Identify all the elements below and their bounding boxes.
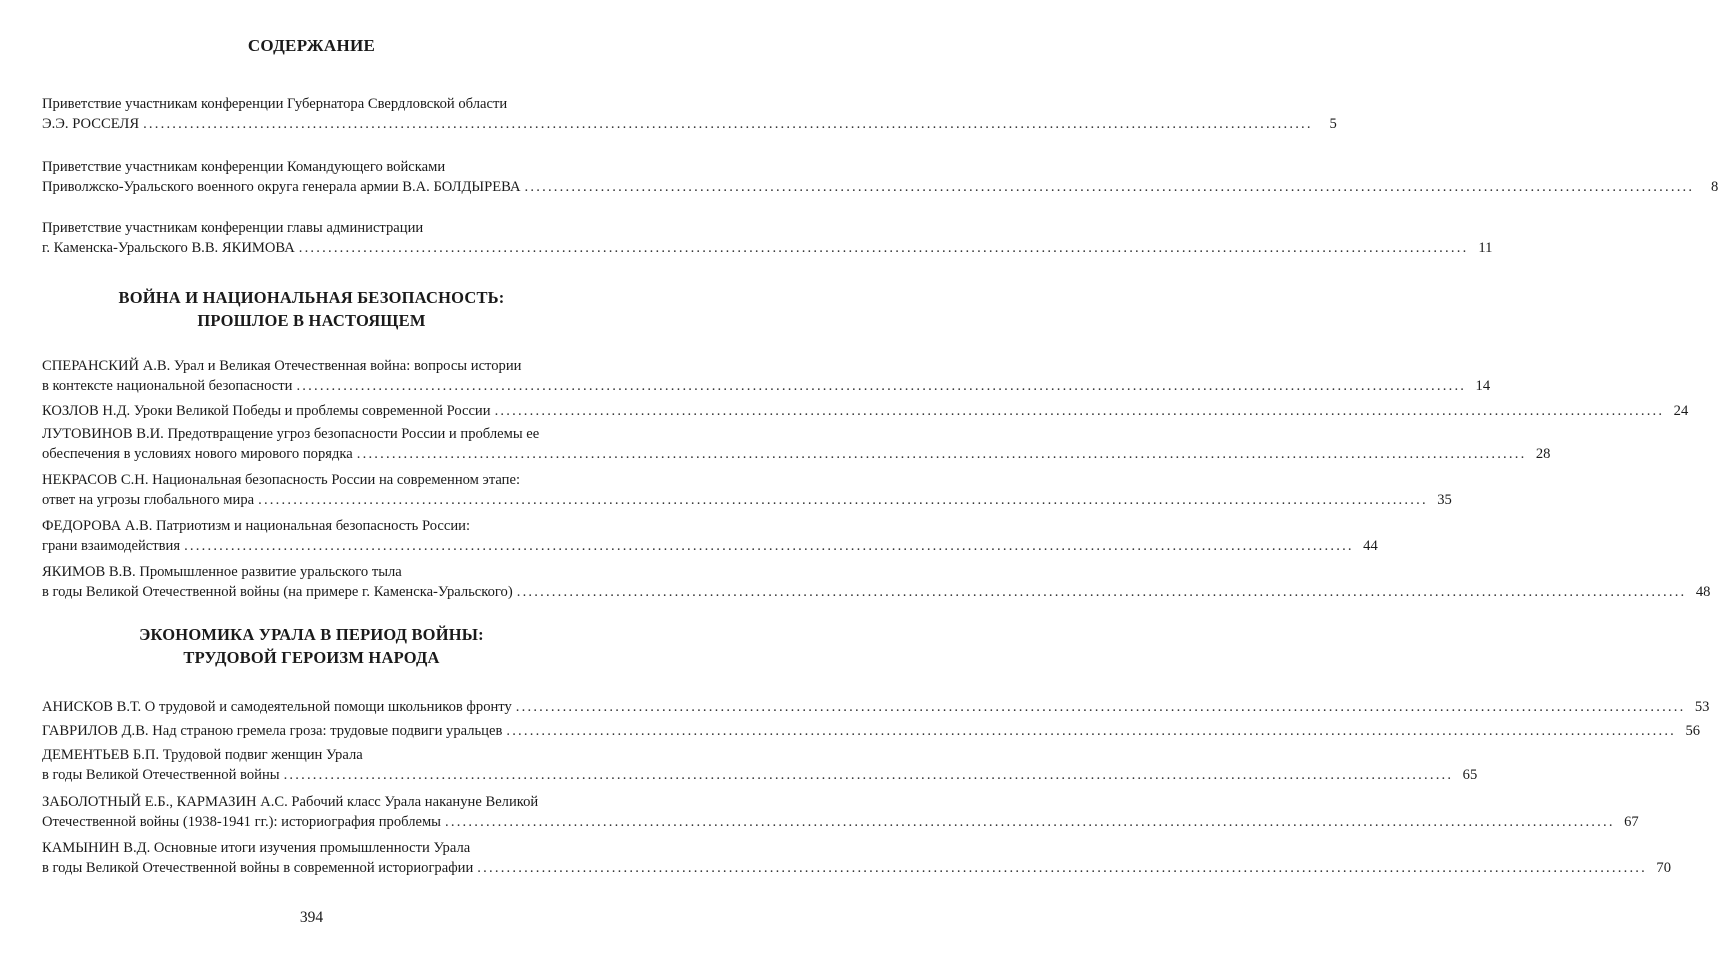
toc-entry: [42, 838, 1671, 878]
dot-leader: ........................................................................................................................................................................................................: [296, 378, 1467, 394]
entry-title-line: АНИСКОВ В.Т. О трудовой и самодеятельной помощи школьников фронту: [42, 699, 512, 715]
entry-title-line: г. Каменска-Уральского В.В. ЯКИМОВА: [42, 240, 295, 256]
entry-page-number: 70: [1656, 860, 1671, 876]
toc-entry: [42, 157, 1718, 197]
section-heading: [0, 286, 623, 332]
entry-page-number: 5: [1329, 116, 1337, 132]
section-heading: [0, 623, 623, 669]
dot-leader: ........................................................................................................................................................................................................: [515, 699, 1686, 715]
entry-title-line: обеспечения в условиях нового мирового порядка: [42, 446, 353, 462]
entry-title-line: Приветствие участникам конференции Командующего войсками: [42, 159, 446, 175]
toc-entry: [42, 745, 1478, 785]
toc-entry: [42, 356, 1491, 396]
entry-page-number: 28: [1535, 446, 1551, 462]
dot-leader: ........................................................................................................................................................................................................: [477, 860, 1647, 876]
entry-title-line: Э.Э. РОССЕЛЯ: [42, 116, 140, 132]
toc-entry: [42, 516, 1378, 556]
entry-title-line: Приветствие участникам конференции Губернатора Свердловской области: [42, 96, 508, 112]
entry-title-line: СПЕРАНСКИЙ А.В. Урал и Великая Отечественная война: вопросы истории: [42, 358, 522, 374]
dot-leader: ........................................................................................................................................................................................................: [445, 814, 1615, 830]
entry-title-line: ФЕДОРОВА А.В. Патриотизм и национальная безопасность России:: [42, 518, 470, 534]
toc-entry: [42, 697, 1710, 717]
entry-page-number: 65: [1462, 767, 1478, 783]
entry-title-line: в годы Великой Отечественной войны: [42, 767, 280, 783]
dot-leader: ........................................................................................................................................................................................................: [143, 116, 1313, 132]
entry-title-line: ДЕМЕНТЬЕВ Б.П. Трудовой подвиг женщин Урала: [42, 747, 363, 763]
entry-title-line: в годы Великой Отечественной войны в современной историографии: [42, 860, 474, 876]
toc-entry: [42, 94, 1337, 134]
entry-title-line: Отечественной войны (1938-1941 гг.): историография проблемы: [42, 814, 441, 830]
entry-title-line: ЛУТОВИНОВ В.И. Предотвращение угроз безопасности России и проблемы ее: [42, 426, 540, 442]
entry-page-number: 8: [1710, 179, 1718, 195]
page-title: СОДЕРЖАНИЕ: [247, 36, 376, 55]
dot-leader: ........................................................................................................................................................................................................: [184, 538, 1354, 554]
entry-title-line: ГАВРИЛОВ Д.В. Над страною гремела гроза: трудовые подвиги уральцев: [42, 723, 503, 739]
entry-title-line: грани взаимодействия: [42, 538, 181, 554]
dot-leader: ........................................................................................................................................................................................................: [258, 492, 1428, 508]
entry-title-line: в годы Великой Отечественной войны (на примере г. Каменска-Уральского): [42, 584, 513, 600]
dot-leader: ........................................................................................................................................................................................................: [516, 584, 1687, 600]
entry-title-line: Приветствие участникам конференции главы администрации: [42, 220, 424, 236]
entry-page-number: 67: [1624, 814, 1639, 830]
entry-page-number: 48: [1695, 584, 1711, 600]
entry-page-number: 11: [1478, 240, 1493, 256]
entry-page-number: 53: [1694, 699, 1710, 715]
toc-entry: [42, 792, 1639, 832]
entry-page-number: 35: [1437, 492, 1452, 508]
dot-leader: ........................................................................................................................................................................................................: [494, 403, 1665, 419]
page-number: 394: [299, 909, 324, 926]
toc-entry: [42, 218, 1493, 258]
entry-page-number: 56: [1685, 723, 1701, 739]
entry-page-number: 24: [1673, 403, 1689, 419]
toc-entry: [42, 424, 1551, 464]
entry-page-number: 14: [1475, 378, 1491, 394]
dot-leader: ........................................................................................................................................................................................................: [356, 446, 1527, 462]
entry-page-number: 44: [1363, 538, 1378, 554]
entry-title-line: НЕКРАСОВ С.Н. Национальная безопасность России на современном этапе:: [42, 472, 521, 488]
entry-title-line: ЯКИМОВ В.В. Промышленное развитие уральского тыла: [42, 564, 402, 580]
toc-entry: [42, 721, 1701, 741]
section-heading-line: ЭКОНОМИКА УРАЛА В ПЕРИОД ВОЙНЫ:: [139, 625, 484, 644]
toc-entry: [42, 470, 1452, 510]
dot-leader: ........................................................................................................................................................................................................: [506, 723, 1677, 739]
dot-leader: ........................................................................................................................................................................................................: [298, 240, 1469, 256]
entry-title-line: ЗАБОЛОТНЫЙ Е.Б., КАРМАЗИН А.С. Рабочий класс Урала накануне Великой: [42, 794, 539, 810]
entry-title-line: в контексте национальной безопасности: [42, 378, 293, 394]
toc-entry: [42, 562, 1711, 602]
entry-title-line: ответ на угрозы глобального мира: [42, 492, 255, 508]
dot-leader: ........................................................................................................................................................................................................: [524, 179, 1695, 195]
entry-title-line: КАМЫНИН В.Д. Основные итоги изучения промышленности Урала: [42, 840, 471, 856]
entry-title-line: Приволжско-Уральского военного округа генерала армии В.А. БОЛДЫРЕВА: [42, 179, 521, 195]
section-heading-line: ВОЙНА И НАЦИОНАЛЬНАЯ БЕЗОПАСНОСТЬ:: [118, 288, 505, 307]
dot-leader: ........................................................................................................................................................................................................: [283, 767, 1454, 783]
section-heading-line: ПРОШЛОЕ В НАСТОЯЩЕМ: [197, 311, 426, 330]
entry-title-line: КОЗЛОВ Н.Д. Уроки Великой Победы и проблемы современной России: [42, 403, 491, 419]
toc-entry: [42, 401, 1689, 421]
section-heading-line: ТРУДОВОЙ ГЕРОИЗМ НАРОДА: [183, 648, 440, 667]
